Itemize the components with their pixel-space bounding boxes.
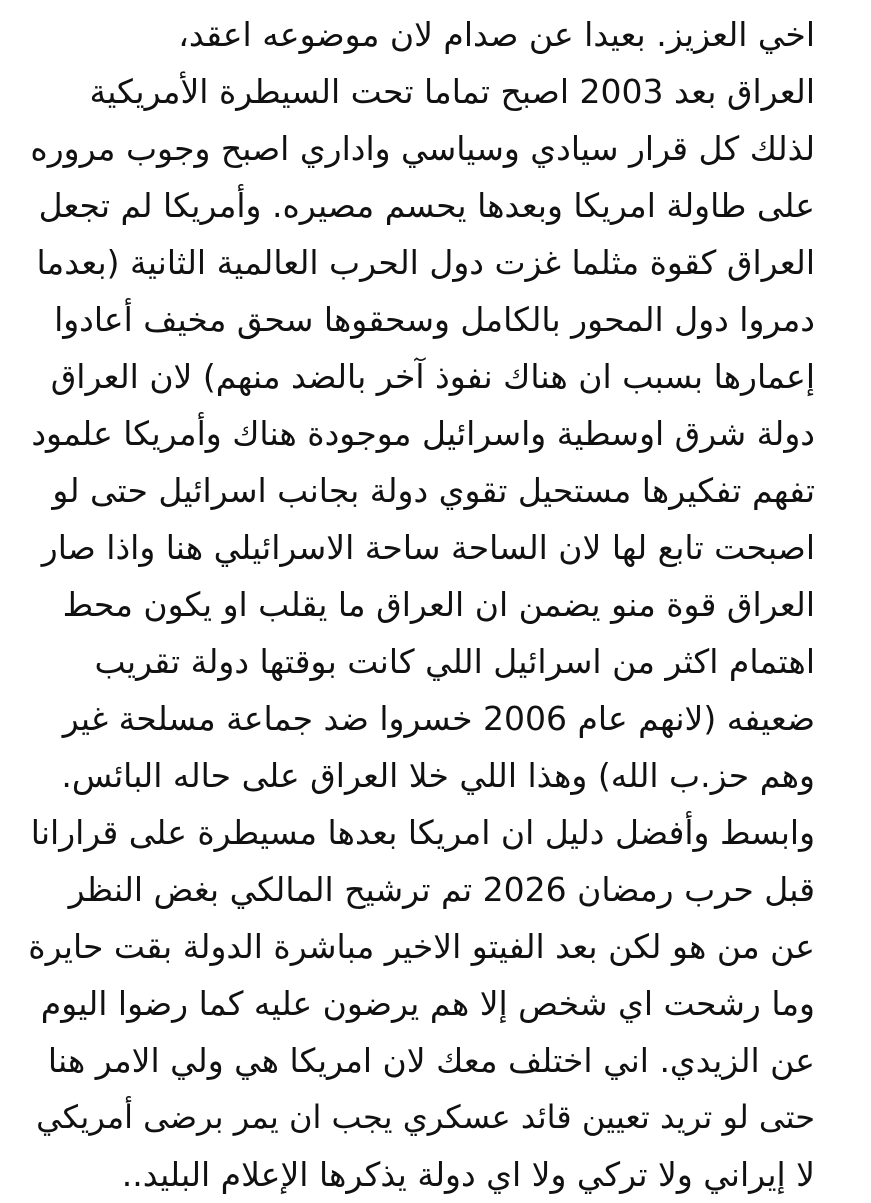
text-line-19: عن الزيدي. اني اختلف معك لان امريكا هي ولي الامر هنا <box>47 1041 815 1080</box>
text-line-10: اصبحت تابع لها لان الساحة ساحة الاسرائيلي هنا واذا صار <box>41 528 815 567</box>
text-line-20: حتى لو تريد تعيين قائد عسكري يجب ان يمر برضى أمريكي <box>36 1098 815 1136</box>
text-line-7: إعمارها بسبب ان هناك نفوذ آخر بالضد منهم) لان العراق <box>50 357 815 396</box>
text-line-18: وما رشحت اي شخص إلا هم يرضون عليه كما رضوا اليوم <box>40 984 815 1023</box>
text-line-1: اخي العزيز. بعيدا عن صدام لان موضوعه اعقد، <box>178 15 815 54</box>
text-line-21: لا إيراني ولا تركي ولا اي دولة يذكرها الإعلام البليد.. <box>121 1155 815 1194</box>
text-line-2: العراق بعد 2003 اصبح تماما تحت السيطرة الأمريكية <box>89 72 815 111</box>
text-line-9: تفهم تفكيرها مستحيل تقوي دولة بجانب اسرائيل حتى لو <box>52 471 815 510</box>
text-line-11: العراق قوة منو يضمن ان العراق ما يقلب او يكون محط <box>62 585 815 624</box>
text-line-15: وابسط وأفضل دليل ان امريكا بعدها مسيطرة على قرارانا <box>30 813 815 852</box>
text-line-4: على طاولة امريكا وبعدها يحسم مصيره. وأمريكا لم تجعل <box>38 186 815 225</box>
text-line-17: عن من هو لكن بعد الفيتو الاخير مباشرة الدولة بقت حايرة <box>28 927 815 966</box>
document-text <box>25 6 815 1203</box>
text-line-13: ضعيفه (لانهم عام 2006 خسروا ضد جماعة مسلحة غير <box>62 699 815 738</box>
text-line-3: لذلك كل قرار سيادي وسياسي واداري اصبح وجوب مروره <box>30 129 815 168</box>
text-line-6: دمروا دول المحور بالكامل وسحقوها سحق مخيف أعادوا <box>54 300 815 339</box>
text-line-12: اهتمام اكثر من اسرائيل اللي كانت بوقتها دولة تقريب <box>94 642 815 681</box>
text-line-5: العراق كقوة مثلما غزت دول الحرب العالمية الثانية (بعدما <box>36 243 815 282</box>
text-line-8: دولة شرق اوسطية واسرائيل موجودة هناك وأمريكا علمود <box>31 414 815 453</box>
text-line-14: وهم حز.ب الله) وهذا اللي خلا العراق على حاله البائس. <box>61 756 815 795</box>
text-line-16: قبل حرب رمضان 2026 تم ترشيح المالكي بغض النظر <box>68 870 815 909</box>
